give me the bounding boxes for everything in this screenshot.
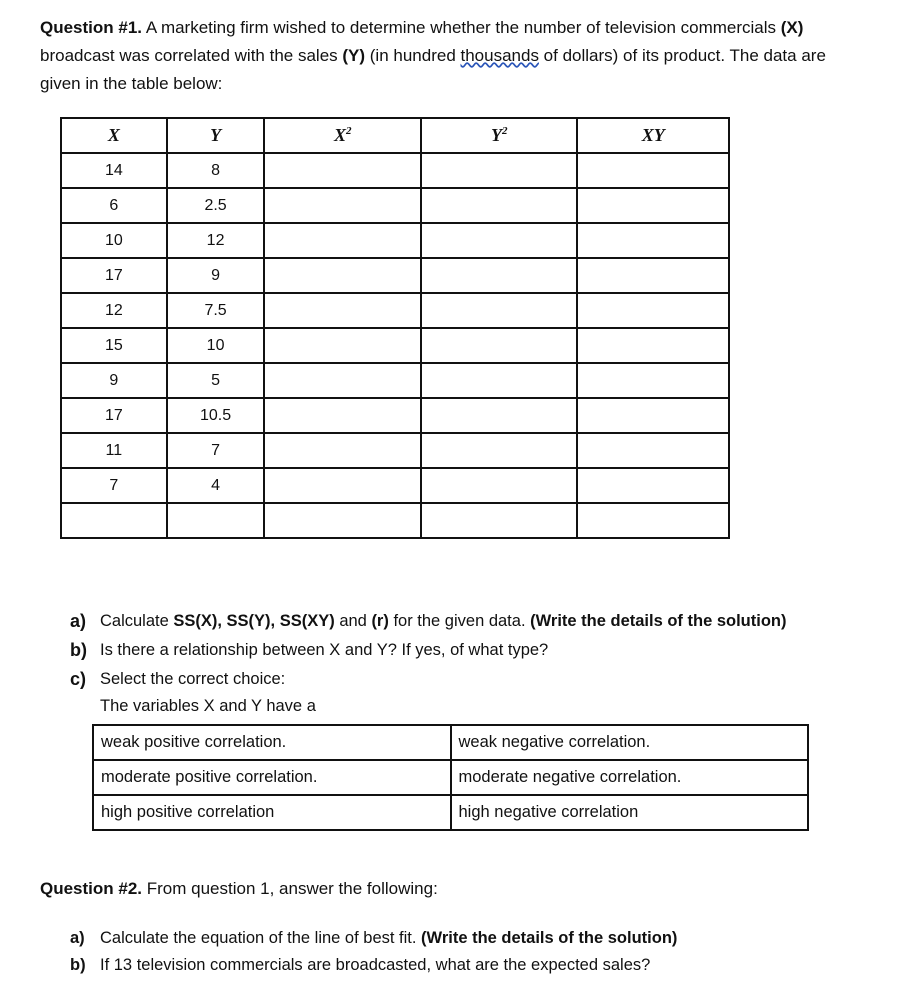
table-cell [577,468,729,503]
table-cell: 11 [61,433,167,468]
table-row [61,293,729,328]
table-header-row [61,118,729,153]
table-cell [264,328,421,363]
question-1-label: Question #1. [40,18,143,37]
table-cell [577,188,729,223]
choice-row [93,760,808,795]
table-cell [577,293,729,328]
table-cell [264,223,421,258]
table-cell [577,503,729,538]
table-row [61,258,729,293]
table-row [61,363,729,398]
table-cell [421,188,578,223]
table-cell: 6 [61,188,167,223]
table-cell [421,293,578,328]
header-y-squared: $Y^2$ [421,118,578,153]
table-cell [577,223,729,258]
table-cell: 2.5 [167,188,265,223]
table-row [61,433,729,468]
table-row [61,328,729,363]
table-cell: 10 [167,328,265,363]
question-1-text: Question #1. A marketing firm wished to determine whether the number of television commercials (X) broadcast was correlated with the sales (Y) (in hundred thousands of dollars) of its product. The data are given in the table below: [40,18,826,93]
table-cell: 17 [61,258,167,293]
table-cell [61,503,167,538]
table-cell [421,398,578,433]
table-cell [264,188,421,223]
table-row [61,468,729,503]
data-table [60,117,730,539]
table-cell [421,258,578,293]
table-cell: 4 [167,468,265,503]
table-cell [264,433,421,468]
table-cell [264,153,421,188]
table-cell: 12 [61,293,167,328]
table-cell: 10.5 [167,398,265,433]
table-cell [264,258,421,293]
table-cell: 12 [167,223,265,258]
table-row [61,503,729,538]
part-c: c) Select the correct choice: [70,669,286,689]
header-x: X [61,118,167,153]
table-cell [264,398,421,433]
choice-lead-text: The variables X and Y have a [100,697,316,715]
header-xy: XY [577,118,729,153]
table-cell [421,363,578,398]
table-cell [577,258,729,293]
question-2-label: Question #2. [40,879,143,898]
table-row [61,223,729,258]
table-cell: 8 [167,153,265,188]
table-cell [421,223,578,258]
table-cell: 15 [61,328,167,363]
table-row [61,398,729,433]
table-cell [264,468,421,503]
table-cell [421,503,578,538]
question-2-text: Question #2. From question 1, answer the following: [40,879,438,898]
header-y: Y [167,118,265,153]
table-row [61,188,729,223]
spellcheck-underlined-word: thousands [460,46,539,65]
table-cell [577,153,729,188]
choice-row [93,795,808,830]
table-cell: 9 [167,258,265,293]
question-1-parts [70,607,870,694]
q2-part-b: b) If 13 television commercials are broadcasted, what are the expected sales? [70,956,651,974]
choice-option[interactable]: weak negative correlation. [451,725,809,760]
table-cell: 7 [61,468,167,503]
table-cell [167,503,265,538]
table-cell [264,293,421,328]
choice-option[interactable]: weak positive correlation. [93,725,451,760]
table-cell [577,328,729,363]
table-cell: 9 [61,363,167,398]
q2-part-a: a) Calculate the equation of the line of best fit. (Write the details of the solution) [70,929,678,947]
table-cell [264,363,421,398]
part-a: a) Calculate SS(X), SS(Y), SS(XY) and (r) for the given data. (Write the details of the solution) [70,611,787,631]
choice-option[interactable]: moderate positive correlation. [93,760,451,795]
header-x-squared: $X^2$ [264,118,421,153]
choice-row [93,725,808,760]
table-cell: 7 [167,433,265,468]
choice-option[interactable]: high positive correlation [93,795,451,830]
table-row [61,153,729,188]
table-cell [577,363,729,398]
table-cell [577,433,729,468]
table-cell: 14 [61,153,167,188]
part-b: b) Is there a relationship between X and Y? If yes, of what type? [70,640,549,660]
table-cell [421,468,578,503]
table-cell [421,153,578,188]
question-2-parts [70,925,677,979]
table-cell: 17 [61,398,167,433]
table-cell [577,398,729,433]
table-cell: 10 [61,223,167,258]
table-cell [264,503,421,538]
choice-option[interactable]: moderate negative correlation. [451,760,809,795]
table-cell [421,328,578,363]
table-cell: 5 [167,363,265,398]
choices-table [92,724,809,831]
choice-option[interactable]: high negative correlation [451,795,809,830]
table-cell [421,433,578,468]
table-cell: 7.5 [167,293,265,328]
